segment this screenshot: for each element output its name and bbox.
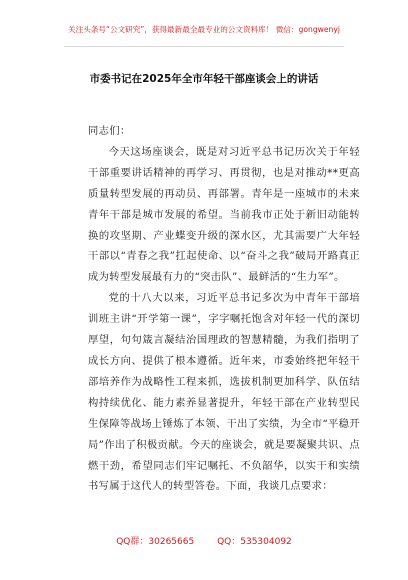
header-divider — [64, 46, 344, 47]
document-title: 市委书记在2025年全市年轻干部座谈会上的讲话 — [89, 73, 319, 85]
document-body — [88, 121, 360, 497]
header-banner: 关注头条号“公文研究”，获得最新最全最专业的公文资料库！ 微信：gongwenyj — [68, 25, 340, 34]
salutation: 同志们： — [88, 125, 131, 137]
qq-group-number: QQ群：30265665 — [116, 537, 195, 547]
footer-contact — [0, 534, 408, 547]
qq-number: QQ：535304092 — [217, 537, 292, 547]
paragraph: 今天这场座谈会，既是对习近平总书记历次关于年轻干部重要讲话精神的再学习、再贯彻，也是对推动**更高质量转型发展的再动员、再部署。青年是一座城市的未来青年干部是城市发展的希望。当前我市正处于新旧动能转换的攻坚期、产业蝶变升级的深水区，尤其需要广大年轻干部以“青春之我”扛起使命、以“奋斗之我”破局开路真正成为转型发展最有力的“突击队”、最鲜活的“生力军”。 — [88, 145, 360, 284]
paragraph: 党的十八大以来，习近平总书记多次为中青年干部培训班主讲“开学第一课”，字字嘱托饱含对年轻一代的深切厚望，句句箴言凝结治国理政的智慧精髓，为我们指明了成长方向、提供了根本遵循。近年来，市委始终把年轻干部培养作为战略性工程来抓，选拔机制更加科学、队伍结构持续优化、能力素养显著提升，年轻干部在产业转型民生保障等战场上锤炼了本领、干出了实绩，为全市“平稳开局”作出了积极贡献。今天的座谈会，就是要凝聚共识、点燃干劲，希望同志们牢记嘱托、不负韶华，以实干和实绩书写属于这代人的转型答卷。下面，我谈几点要求： — [88, 292, 360, 493]
